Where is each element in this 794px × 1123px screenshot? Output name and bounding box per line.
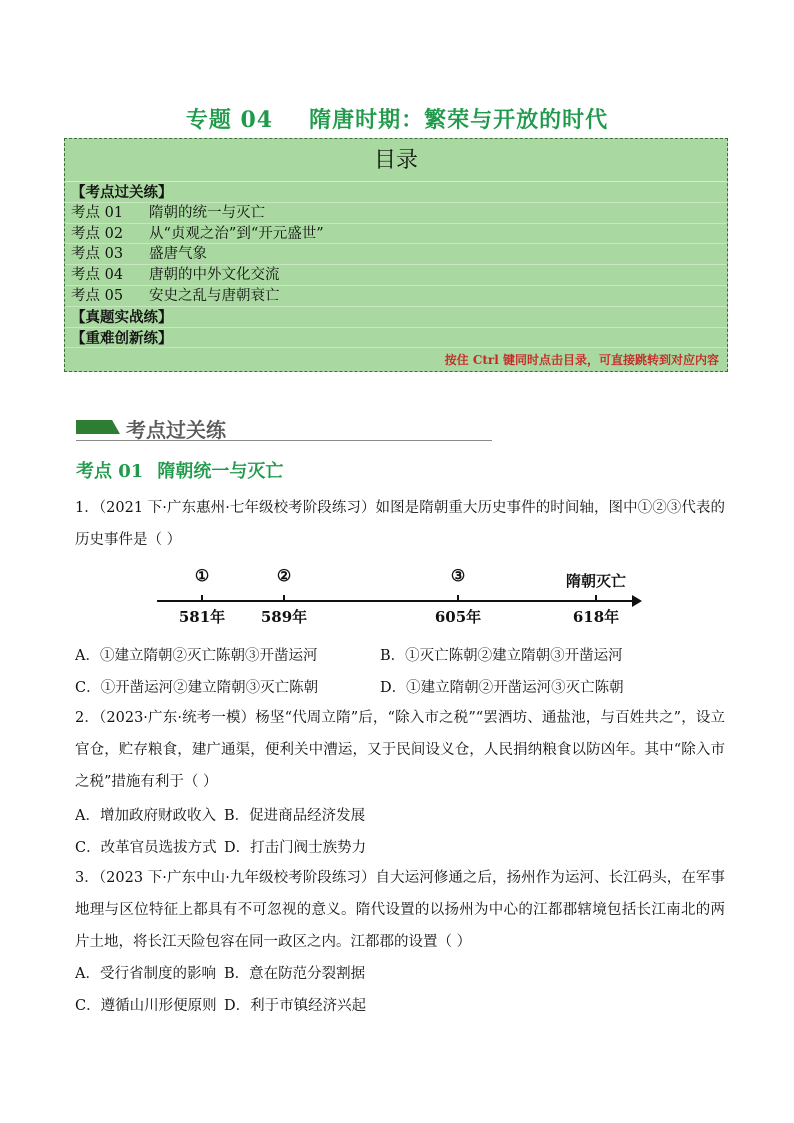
title-topic-number: 专题 04 [185,107,274,133]
timeline-year-label: 589年 [260,608,308,626]
timeline-year-label: 605年 [434,608,482,626]
question-2-option-d: D．打击门阀士族势力 [224,840,367,856]
section-header [76,414,492,441]
timeline-event-label: ③ [450,566,466,585]
toc-group-link[interactable]: 【真题实战练】 [65,307,727,328]
toc-item-label: 唐朝的中外文化交流 [149,267,280,284]
table-of-contents [64,138,728,372]
toc-item-label: 盛唐气象 [149,246,207,263]
toc-item-label: 从“贞观之治”到“开元盛世” [149,225,324,242]
question-3-option-b: B．意在防范分裂割据 [224,966,366,982]
question-2-option-b: B．促进商品经济发展 [224,808,366,824]
question-3-option-d: D．利于市镇经济兴起 [224,998,367,1014]
question-2-stem: 2．（2023·广东·统考一模）杨坚“代周立隋”后，“除入市之税”“罢酒坊、通盐池，与百姓共之”，设立官仓，贮存粮食，建广通渠，便利关中漕运，又于民间设义仓，人民捐纳粮食以防凶年。其中“除入市之税”措施有利于（ ） [75,710,725,790]
toc-item-number: 考点 05 [71,287,124,304]
question-1-option-b: B．①灭亡陈朝②建立隋朝③开凿运河 [380,648,623,664]
subsection-text: 隋朝统一与灭亡 [157,461,284,482]
toc-item-label: 安史之乱与唐朝衰亡 [149,287,280,304]
toc-item-link[interactable] [65,203,727,224]
toc-item-number: 考点 01 [71,204,124,221]
toc-item-link[interactable] [65,244,727,265]
question-2-option-c: C．改革官员选拔方式 [75,840,217,856]
subsection-number: 考点 01 [76,461,144,482]
toc-item-number: 考点 03 [71,246,124,263]
question-1-option-c: C．①开凿运河②建立隋朝③灭亡陈朝 [75,680,319,696]
timeline-tick [201,595,203,601]
timeline-arrow-icon [632,595,642,607]
timeline-axis [157,600,637,602]
timeline-year-label: 581年 [178,608,226,626]
toc-heading: 目录 [65,139,727,182]
title-topic-name: 隋唐时期：繁荣与开放的时代 [309,107,609,133]
toc-item-link[interactable] [65,224,727,245]
question-1-stem: 1．（2021 下·广东惠州·七年级校考阶段练习）如图是隋朝重大历史事件的时间轴，图中①②③代表的历史事件是（ ） [75,500,725,548]
toc-item-label: 隋朝的统一与灭亡 [149,204,265,221]
question-3-option-a: A．受行省制度的影响 [75,966,216,982]
timeline-event-label: 隋朝灭亡 [565,572,627,590]
timeline-year-label: 618年 [572,608,620,626]
timeline-tick [283,595,285,601]
timeline-figure [150,564,650,634]
toc-item-number: 考点 04 [71,267,124,284]
toc-group-link[interactable]: 【重难创新练】 [65,328,727,349]
question-1-option-a: A．①建立隋朝②灭亡陈朝③开凿运河 [75,648,318,664]
question-2-option-a: A．增加政府财政收入 [75,808,216,824]
toc-item-link[interactable] [65,286,727,307]
section-title: 考点过关练 [126,418,226,442]
question-3-stem: 3．（2023 下·广东中山·九年级校考阶段练习）自大运河修通之后，扬州作为运河、长江码头，在军事地理与区位特征上都具有不可忽视的意义。隋代设置的以扬州为中心的江都郡辖境包括长江南北的两片土地，将长江天险包容在同一政区之内。江都郡的设置（ ） [75,870,725,950]
page-title [0,103,794,134]
timeline-event-label: ① [194,566,210,585]
timeline-tick [457,595,459,601]
question-1-option-d: D．①建立隋朝②开凿运河③灭亡陈朝 [380,680,624,696]
toc-group-link[interactable]: 【考点过关练】 [65,182,727,203]
toc-ctrl-click-note: 按住 Ctrl 键同时点击目录，可直接跳转到对应内容 [444,353,719,367]
toc-item-number: 考点 02 [71,225,124,242]
timeline-event-label: ② [276,566,292,585]
toc-item-link[interactable] [65,265,727,286]
question-3-option-c: C．遵循山川形便原则 [75,998,217,1014]
section-marker-icon [76,420,120,434]
timeline-tick [595,595,597,601]
subsection-title [76,457,283,483]
